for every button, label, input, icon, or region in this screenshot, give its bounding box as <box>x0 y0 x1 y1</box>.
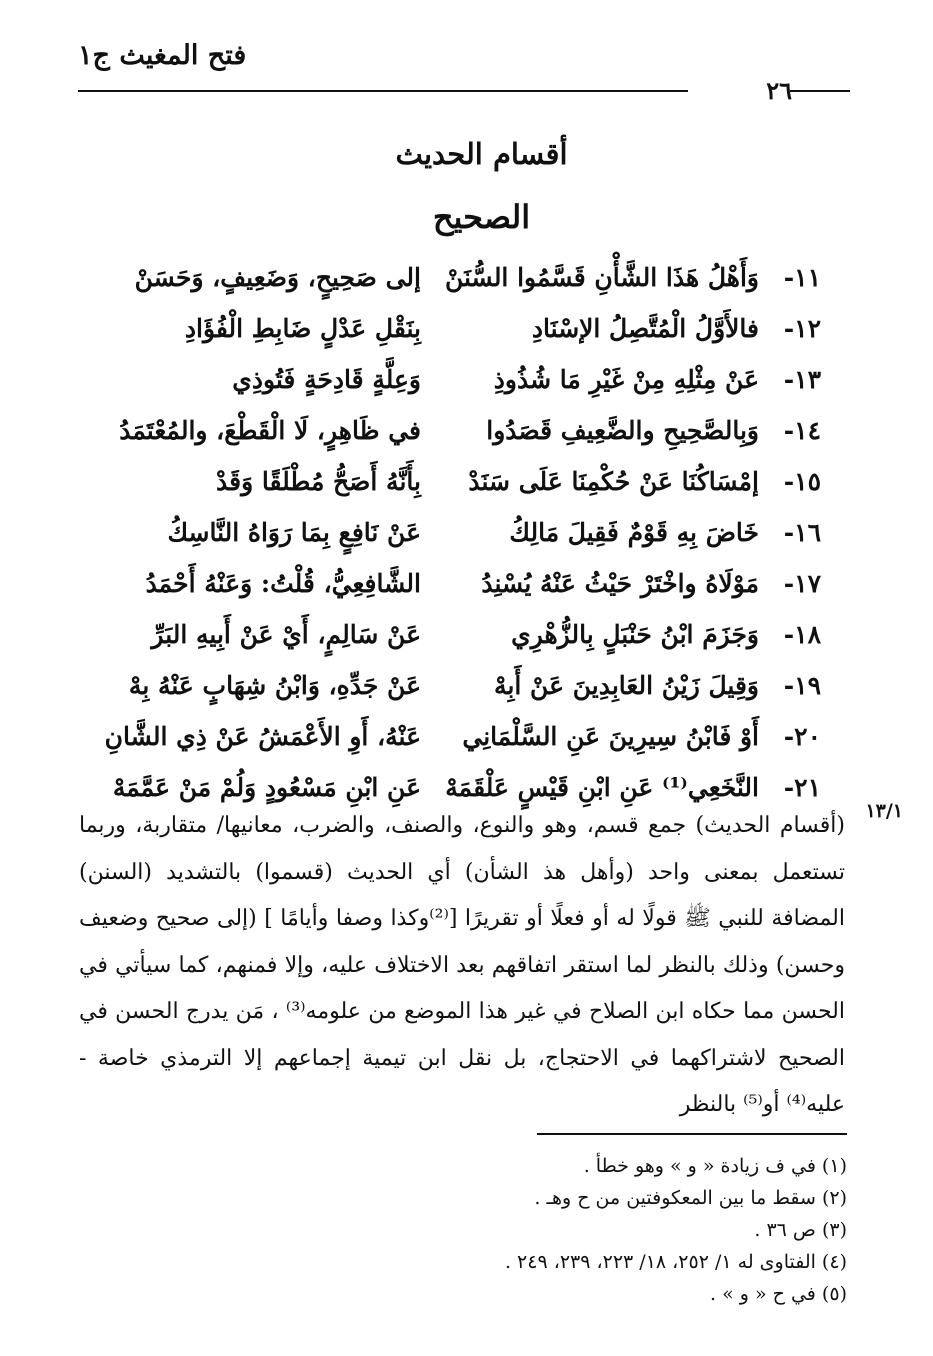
verse-line <box>111 252 821 303</box>
verse-second-hemistich: عَنِ ابْنِ مَسْعُودٍ وَلُمْ مَنْ عَمَّمَهْ <box>112 773 421 802</box>
footnote: (٤) الفتاوى له ١/ ٢٥٢، ١٨/ ٢٢٣، ٢٣٩، ٢٤٩ . <box>504 1251 847 1273</box>
verse-number: ١٥- <box>783 467 821 496</box>
verse-number: ١١- <box>783 263 821 292</box>
verse-number: ١٧- <box>783 569 821 598</box>
verse-line <box>111 609 821 660</box>
subsection-heading: الصحيح <box>432 198 531 236</box>
verse-first-hemistich: وَقِيلَ زَيْنُ العَابِدِينَ عَنْ أَبِهْ <box>494 671 759 700</box>
verse-list <box>104 252 821 813</box>
verse-first-hemistich: عَنْ مِثْلِهِ مِنْ غَيْرِ مَا شُذُوذِ <box>493 365 759 394</box>
verse-first-hemistich: وَبِالصَّحِيحِ والضَّعِيفِ قَصَدُوا <box>486 416 759 445</box>
section-heading: أقسام الحديث <box>395 137 568 171</box>
footnotes <box>81 1150 847 1310</box>
page-header <box>78 40 850 105</box>
verse-number: ٢٠- <box>783 722 821 751</box>
verse-first-hemistich: فالأَوَّلُ الْمُتَّصِلُ الإسْنَادِ <box>531 314 759 343</box>
commentary-text: (أقسام الحديث) جمع قسم، وهو والنوع، والصنف، والضرب، معانيها/ متقاربة، وربما تستعمل بمعنى واحد (وأهل هذ الشأن) أي الحديث (قسموا) بالتشديد (السنن) المضافة للنبي ﷺ قولًا له أو فعلًا أو تقريرًا [⁽²⁾وكذا وصفا وأيامًا ] (إلى صحيح وضعيف وحسن) وذلك بالنظر لما استقر اتفاقهم بعد الاختلاف عليه، وإلا فمنهم، كما سيأتي في الحسن مما حكاه ابن الصلاح في غير هذا الموضع من علومه⁽³⁾ ، مَن يدرج الحسن في الصحيح لاشتراكهما في الاحتجاج، بل نقل ابن تيمية إجماعهم إلا الترمذي خاصة - عليه⁽⁴⁾ أو⁽⁵⁾ بالنظر <box>79 813 845 1117</box>
verse-first-hemistich: النَّخَعِي⁽¹⁾ عَنِ ابْنِ قَيْسٍ عَلْقَمَهْ <box>445 773 759 802</box>
verse-line <box>111 303 821 354</box>
verse-first-hemistich: أَوْ فَابْنُ سِيرِينَ عَنِ السَّلْمَانِي <box>462 722 759 751</box>
verse-line <box>104 711 821 762</box>
verse-line <box>111 354 821 405</box>
footnote-divider <box>537 1133 847 1135</box>
verse-second-hemistich: الشَّافِعِيُّ، قُلْتُ: وَعَنْهُ أَحْمَدُ <box>145 569 421 598</box>
footnote: (٣) ص ٣٦ . <box>754 1219 847 1241</box>
header-rule-left <box>78 90 688 92</box>
verse-number: ١٨- <box>783 620 821 649</box>
verse-second-hemistich: بِأَنَّهُ أَصَحُّ مُطْلَقًا وَقَدْ <box>216 467 421 496</box>
verse-first-hemistich: إمْسَاكُنَا عَنْ حُكْمِنَا عَلَى سَنَدْ <box>468 467 759 496</box>
footnote: (٥) في ح « و » . <box>710 1283 847 1305</box>
verse-first-hemistich: خَاضَ بِهِ قَوْمٌ فَقِيلَ مَالِكُ <box>509 518 759 547</box>
verse-first-hemistich: مَوْلَاهُ واخْتَرْ حَيْثُ عَنْهُ يُسْنِدُ <box>481 569 759 598</box>
verse-second-hemistich: عَنْ جَدِّهِ، وَابْنُ شِهَابٍ عَنْهُ بِهْ <box>128 671 421 700</box>
verse-number: ١٦- <box>783 518 821 547</box>
margin-reference: ١٣/١ <box>865 800 903 822</box>
verse-number: ١٣- <box>783 365 821 394</box>
verse-second-hemistich: وَعِلَّةٍ قَادِحَةٍ فَتُوذِي <box>232 365 421 394</box>
verse-first-hemistich: وَأَهْلُ هَذَا الشَّأْنِ قَسَّمُوا السُّنَنْ <box>444 263 759 292</box>
verse-first-hemistich: وَجَزَمَ ابْنُ حَنْبَلٍ بِالزُّهْرِي <box>511 620 759 649</box>
verse-second-hemistich: في ظَاهِرٍ، لَا الْقَطْعَ، والمُعْتَمَدُ <box>119 416 421 445</box>
footnote: (٢) سقط ما بين المعكوفتين من ح وهـ . <box>534 1187 847 1209</box>
verse-second-hemistich: عَنْ سَالِمٍ، أَيْ عَنْ أَبِيهِ البَرِّ <box>151 620 421 649</box>
verse-number: ١٢- <box>783 314 821 343</box>
verse-second-hemistich: إلى صَحِيحٍ، وَضَعِيفٍ، وَحَسَنْ <box>134 263 421 292</box>
header-rule-right <box>790 90 850 92</box>
verse-line <box>111 507 821 558</box>
book-title: فتح المغيث ج١ <box>78 40 247 71</box>
verse-line <box>111 558 821 609</box>
verse-number: ٢١- <box>783 773 821 802</box>
verse-second-hemistich: عَنْ نَافِعٍ بِمَا رَوَاهُ النَّاسِكُ <box>167 518 421 547</box>
footnote: (١) في ف زيادة « و » وهو خطأ . <box>583 1155 847 1177</box>
verse-line <box>111 405 821 456</box>
verse-number: ١٩- <box>783 671 821 700</box>
page-number: ٢٦ <box>766 76 792 105</box>
verse-line <box>111 660 821 711</box>
verse-line <box>111 456 821 507</box>
verse-second-hemistich: بِنَقْلِ عَدْلٍ ضَابِطِ الْفُؤَادِ <box>184 314 421 343</box>
verse-number: ١٤- <box>783 416 821 445</box>
verse-second-hemistich: عَنْهُ، أَوِ الأَعْمَشُ عَنْ ذِي الشَّانِ <box>104 722 421 751</box>
